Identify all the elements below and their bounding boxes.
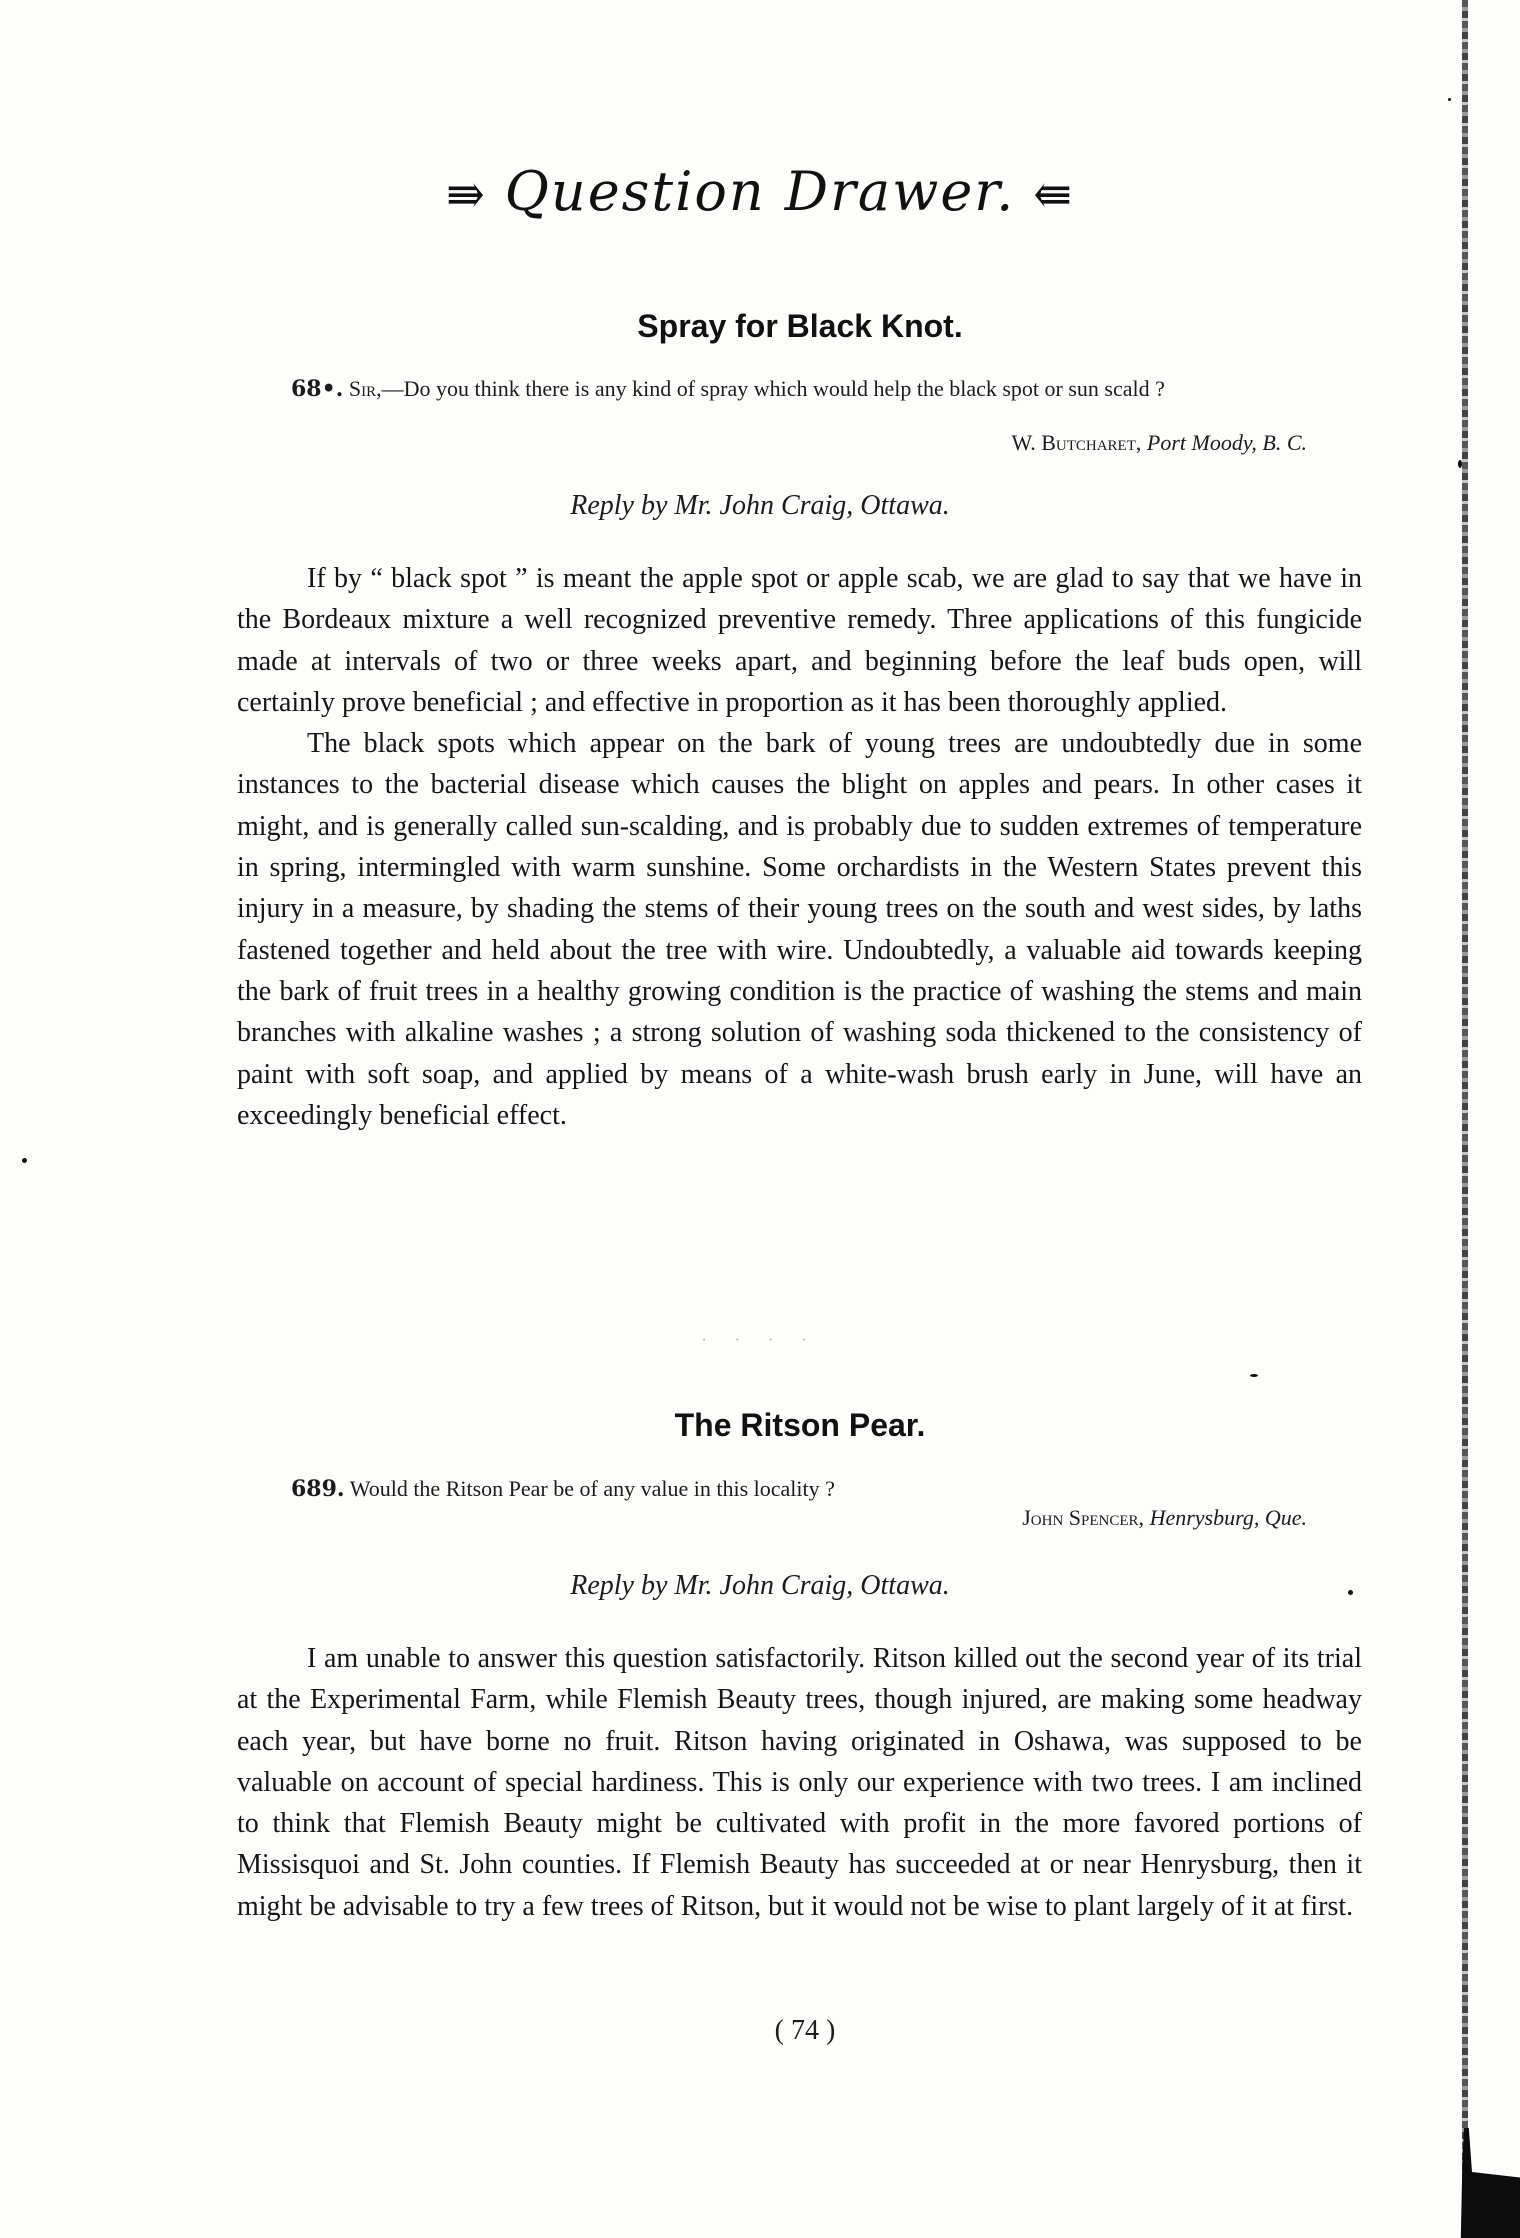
reply-body	[237, 558, 1362, 1136]
query-number: 68•.	[291, 376, 344, 402]
query-signature	[237, 430, 1307, 456]
page-number: ( 74 )	[774, 2015, 836, 2046]
page-masthead	[0, 160, 1520, 223]
reply-paragraph: The black spots which appear on the bark of young trees are undoubtedly due in some instances to the bacterial disease which causes the blight on apples and pears. In other cases it might, and is generally called sun-scalding, and is probably due to sudden extremes of temperature in spring, intermingled with warm sunshine. Some orchardists in the Western States prevent this injury in a measure, by shading the stems of their young trees on the south and west sides, by laths fastened together and held about the tree with wire. Undoubtedly, a valuable aid towards keeping the bark of fruit trees in a healthy growing condition is the practice of washing the stems and main branches with alkaline washes ; a strong solution of washing soda thickened to the consistency of paint with soft soap, and applied by means of a white-wash brush early in June, will have an exceedingly beneficial effect.	[237, 728, 1362, 1131]
query-number: 689.	[291, 1476, 345, 1502]
right-ornament-icon: ⇚	[1033, 167, 1074, 221]
reply-byline: Reply by Mr. John Craig, Ottawa.	[570, 1570, 950, 1601]
signature-place: Henrysburg, Que.	[1149, 1505, 1307, 1530]
query-signature	[237, 1505, 1307, 1531]
query-text: —Do you think there is any kind of spray which would help the black spot or sun scald ?	[381, 376, 1165, 401]
reply-paragraph: I am unable to answer this question satisfactorily. Ritson killed out the second year of its trial at the Experimental Farm, while Flemish Beauty trees, though injured, are making some headway each year, but have borne no fruit. Ritson having originated in Oshawa, was supposed to be valuable on account of special hardiness. This is only our experience with two trees. I am inclined to think that Flemish Beauty might be cultivated with profit in the more favored portions of Missisquoi and St. John counties. If Flemish Beauty has succeeded at or near Henrysburg, then it might be advisable to try a few trees of Ritson, but it would not be wise to plant largely of it at first.	[237, 1643, 1362, 1922]
scan-speck	[22, 1158, 27, 1163]
left-ornament-icon: ⇛	[446, 167, 487, 221]
query-text: Would the Ritson Pear be of any value in this locality ?	[349, 1476, 835, 1501]
reply-body	[237, 1638, 1362, 1927]
masthead-title: Question Drawer.	[504, 160, 1016, 223]
query-paragraph	[237, 374, 1362, 404]
section-heading: Spray for Black Knot.	[637, 308, 963, 344]
section-divider: · · · ·	[701, 1332, 819, 1349]
signature-place: Port Moody, B. C.	[1146, 430, 1307, 455]
section-heading: The Ritson Pear.	[674, 1407, 926, 1443]
signature-name: John Spencer,	[1022, 1505, 1145, 1530]
reply-byline: Reply by Mr. John Craig, Ottawa.	[570, 490, 950, 521]
signature-name: W. Butcharet,	[1011, 430, 1142, 455]
scan-speck	[1458, 460, 1462, 468]
scan-speck	[1250, 1374, 1258, 1377]
query-paragraph	[237, 1474, 1362, 1504]
reply-paragraph: If by “ black spot ” is meant the apple spot or apple scab, we are glad to say that we have in the Bordeaux mixture a well recognized preventive remedy. Three applications of this fungicide made at intervals of two or three weeks apart, and beginning before the leaf buds open, will certainly prove beneficial ; and effective in proportion as it has been thoroughly applied.	[237, 563, 1362, 718]
query-salutation: Sir,	[348, 376, 382, 401]
scan-speck	[1448, 98, 1451, 101]
scanned-corner-shadow	[1440, 2128, 1520, 2238]
